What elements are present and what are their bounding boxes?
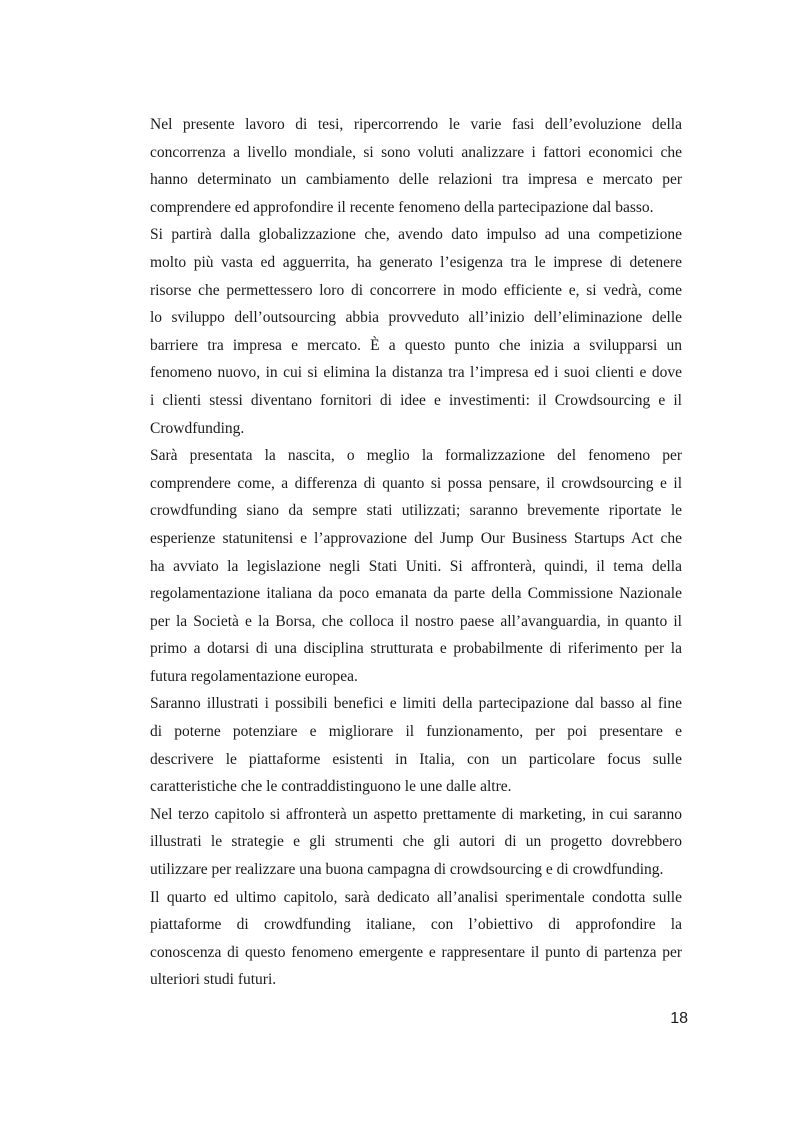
text-line: ulteriori studi futuri. [150, 971, 277, 989]
paragraph [150, 221, 682, 442]
text-line: primo a dotarsi di una disciplina strutturata e probabilmente di riferimento per la [150, 640, 682, 658]
text-line: illustrati le strategie e gli strumenti che gli autori di un progetto dovrebbero [150, 833, 682, 851]
paragraph [150, 442, 682, 690]
page-number: 18 [670, 1010, 688, 1027]
text-line: risorse che permettessero loro di concorrere in modo efficiente e, si vedrà, come [150, 281, 682, 299]
text-line: ha avviato la legislazione negli Stati Uniti. Si affronterà, quindi, il tema della [150, 557, 682, 575]
text-line: caratteristiche che le contraddistinguono le une dalle altre. [150, 778, 512, 796]
text-line: Si partirà dalla globalizzazione che, avendo dato impulso ad una competizione [150, 226, 682, 244]
text-line: Crowdfunding. [150, 419, 245, 437]
text-line: futura regolamentazione europea. [150, 667, 358, 685]
text-line: Il quarto ed ultimo capitolo, sarà dedicato all’analisi sperimentale condotta sulle [150, 888, 682, 906]
text-line: hanno determinato un cambiamento delle relazioni tra impresa e mercato per [150, 171, 682, 189]
text-line: comprendere ed approfondire il recente fenomeno della partecipazione dal basso. [150, 198, 654, 216]
text-line: di poterne potenziare e migliorare il funzionamento, per poi presentare e [150, 723, 682, 741]
text-line: regolamentazione italiana da poco emanata da parte della Commissione Nazionale [150, 585, 682, 603]
text-line: i clienti stessi diventano fornitori di idee e investimenti: il Crowdsourcing e il [150, 391, 682, 409]
text-line: conoscenza di questo fenomeno emergente e rappresentare il punto di partenza per [150, 943, 682, 961]
text-line: per la Società e la Borsa, che colloca il nostro paese all’avanguardia, in quanto il [150, 612, 682, 630]
text-line: piattaforme di crowdfunding italiane, con l’obiettivo di approfondire la [150, 916, 682, 934]
text-line: Nel terzo capitolo si affronterà un aspetto prettamente di marketing, in cui saranno [150, 805, 682, 823]
body-text [150, 111, 682, 994]
text-line: molto più vasta ed agguerrita, ha generato l’esigenza tra le imprese di detenere [150, 253, 682, 271]
text-line: fenomeno nuovo, in cui si elimina la distanza tra l’impresa ed i suoi clienti e dove [150, 364, 682, 382]
text-line: concorrenza a livello mondiale, si sono voluti analizzare i fattori economici che [150, 143, 682, 161]
text-line: lo sviluppo dell’outsourcing abbia provveduto all’inizio dell’eliminazione delle [150, 309, 682, 327]
text-line: utilizzare per realizzare una buona campagna di crowdsourcing e di crowdfunding. [150, 861, 664, 879]
text-line: Nel presente lavoro di tesi, ripercorrendo le varie fasi dell’evoluzione della [150, 116, 682, 133]
text-line: descrivere le piattaforme esistenti in Italia, con un particolare focus sulle [150, 750, 682, 768]
paragraph [150, 801, 682, 884]
text-line: crowdfunding siano da sempre stati utilizzati; saranno brevemente riportate le [150, 502, 682, 520]
text-line: Sarà presentata la nascita, o meglio la formalizzazione del fenomeno per [150, 447, 682, 465]
paragraph [150, 884, 682, 994]
text-line: comprendere come, a differenza di quanto si possa pensare, il crowdsourcing e il [150, 474, 682, 492]
paragraph [150, 111, 682, 221]
paragraph [150, 690, 682, 800]
text-line: Saranno illustrati i possibili benefici e limiti della partecipazione dal basso al fine [150, 695, 682, 713]
text-line: esperienze statunitensi e l’approvazione del Jump Our Business Startups Act che [150, 529, 682, 547]
text-line: barriere tra impresa e mercato. È a questo punto che inizia a svilupparsi un [150, 336, 682, 354]
